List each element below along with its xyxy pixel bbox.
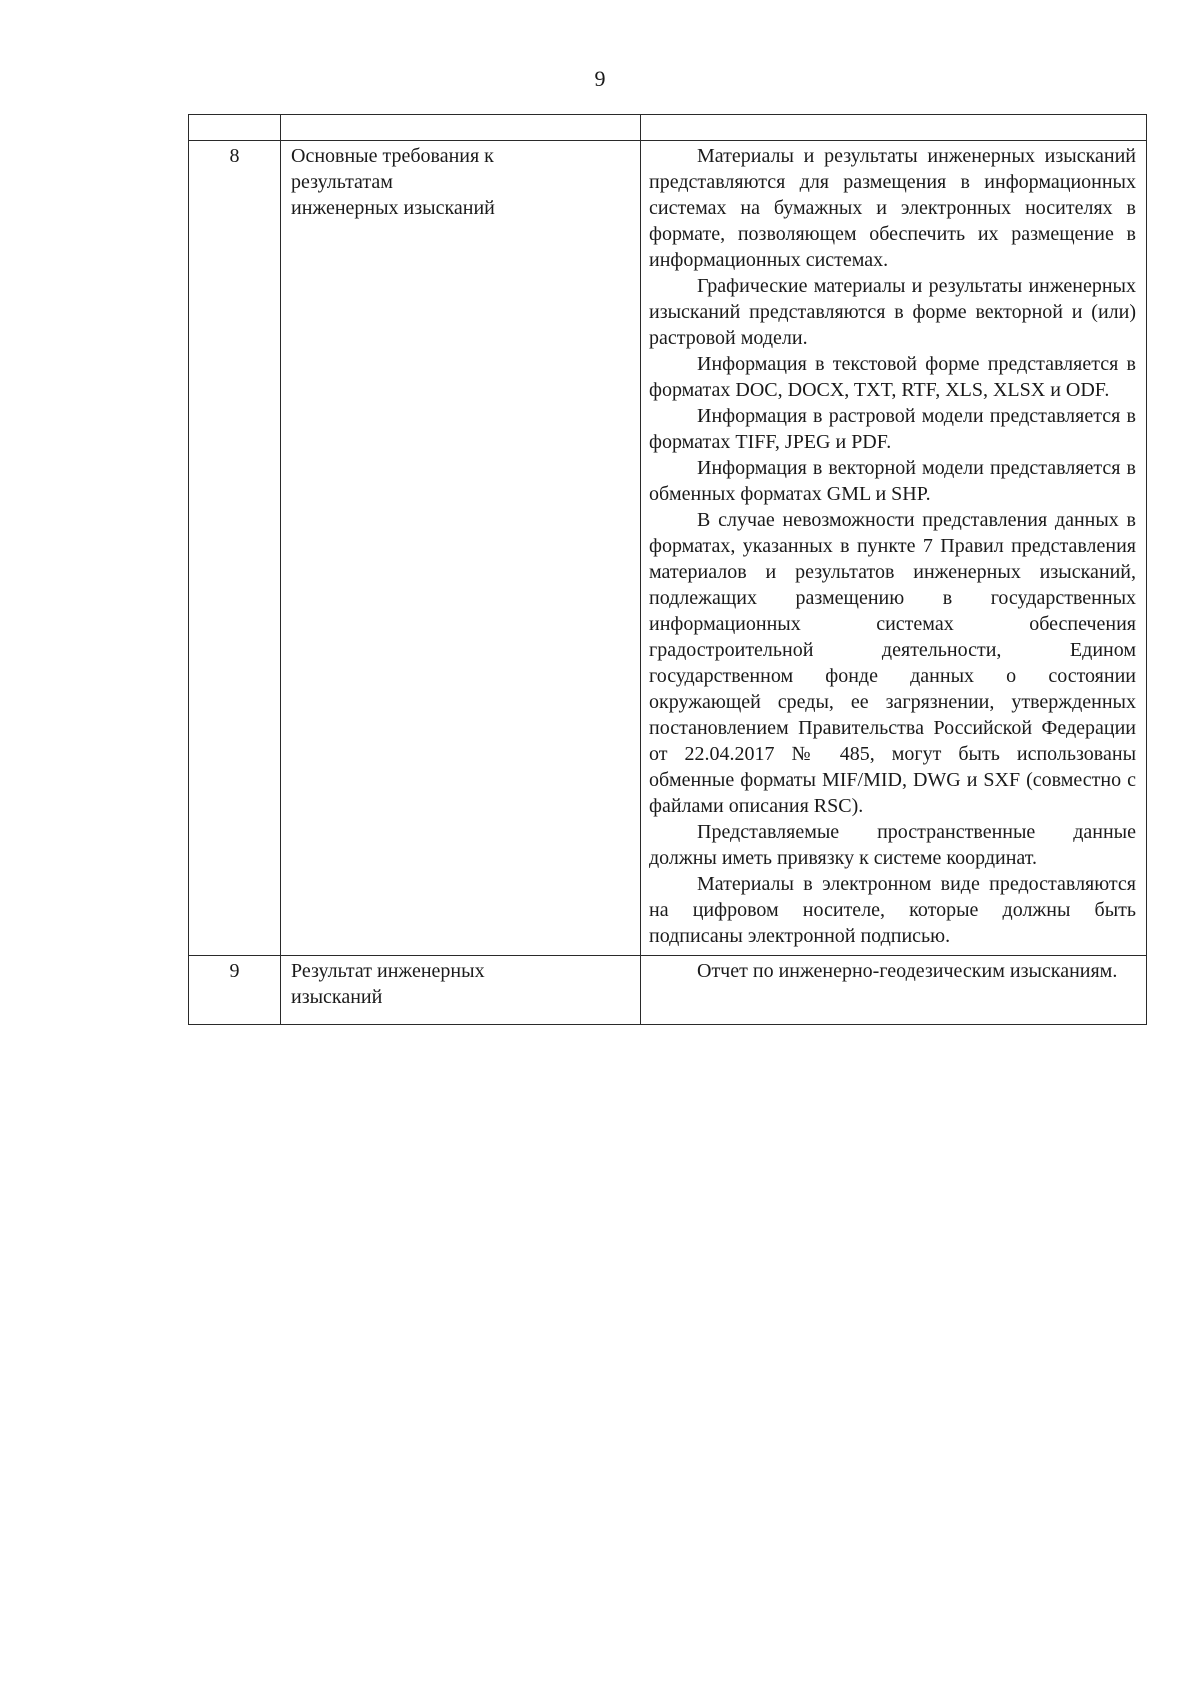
row-content xyxy=(641,141,1147,956)
row-title-line: инженерных изысканий xyxy=(291,197,495,219)
content-paragraph: Графические материалы и результаты инженерных изысканий представляются в форме векторной и (или) растровой модели. xyxy=(649,275,1136,349)
table-header-row xyxy=(189,115,1147,141)
header-cell-number xyxy=(189,115,281,141)
content-paragraph: Информация в векторной модели представляется в обменных форматах GML и SHP. xyxy=(649,457,1136,505)
row-title xyxy=(281,956,641,1025)
content-paragraph: Информация в растровой модели представляется в форматах TIFF, JPEG и PDF. xyxy=(649,405,1136,453)
content-paragraph: Отчет по инженерно-геодезическим изысканиям. xyxy=(697,960,1118,982)
content-paragraph: Материалы и результаты инженерных изысканий представляются для размещения в информационных системах на бумажных и электронных носителях в формате, позволяющем обеспечить их размещение в информационных системах. xyxy=(649,145,1136,271)
table-row xyxy=(189,141,1147,956)
content-paragraph: Материалы в электронном виде предоставляются на цифровом носителе, которые должны быть подписаны электронной подписью. xyxy=(649,873,1136,947)
content-paragraph: В случае невозможности представления данных в форматах, указанных в пункте 7 Правил представления материалов и результатов инженерных изысканий, подлежащих размещению в государственных информационных системах обеспечения градостроительной деятельности, Едином государственном фонде данных о состоянии окружающей среды, ее загрязнении, утвержденных постановлением Правительства Российской Федерации от 22.04.2017 № 485, могут быть использованы обменные форматы MIF/MID, DWG и SXF (совместно с файлами описания RSC). xyxy=(649,509,1136,817)
row-title xyxy=(281,141,641,956)
content-paragraph: Информация в текстовой форме представляется в форматах DOC, DOCX, TXT, RTF, XLS, XLSX и ODF. xyxy=(649,353,1136,401)
row-content xyxy=(641,956,1147,1025)
table-row xyxy=(189,956,1147,1025)
row-title-line: Основные требования к xyxy=(291,145,494,167)
content-paragraph: Представляемые пространственные данные должны иметь привязку к системе координат. xyxy=(649,821,1136,869)
row-number: 8 xyxy=(189,141,281,956)
header-cell-name xyxy=(281,115,641,141)
row-title-line: результатам xyxy=(291,171,393,193)
row-number: 9 xyxy=(189,956,281,1025)
header-cell-content xyxy=(641,115,1147,141)
page-number: 9 xyxy=(594,66,606,91)
requirements-table xyxy=(188,114,1147,1025)
row-title-line: Результат инженерных xyxy=(291,960,485,982)
row-title-line: изысканий xyxy=(291,986,383,1008)
